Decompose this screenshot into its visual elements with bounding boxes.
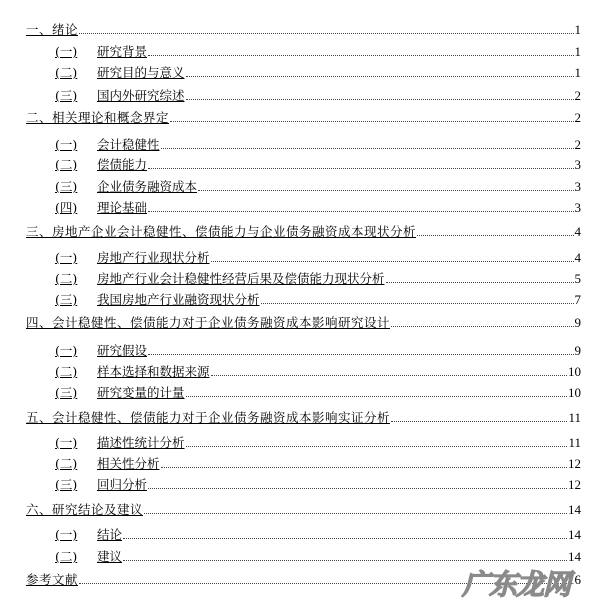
- toc-entry-number: (一): [55, 250, 78, 265]
- toc-entry-title[interactable]: 研究目的与意义: [97, 65, 185, 80]
- dot-leader: [417, 235, 573, 236]
- toc-entry[interactable]: [55, 88, 581, 104]
- dot-leader: [186, 76, 574, 77]
- toc-entry-title[interactable]: 样本选择和数据来源: [97, 364, 210, 379]
- dot-leader: [391, 326, 573, 327]
- toc-entry-title[interactable]: 偿债能力: [97, 157, 148, 172]
- toc-entry-page: 3: [574, 157, 581, 172]
- toc-entry-page: 12: [568, 477, 581, 492]
- toc-entry-title[interactable]: 国内外研究综述: [97, 88, 185, 103]
- toc-entry-page: 10: [568, 364, 581, 379]
- toc-entry-page: 2: [574, 137, 581, 152]
- toc-entry-number: (二): [55, 456, 78, 471]
- dot-leader: [148, 354, 573, 355]
- toc-entry[interactable]: [55, 44, 581, 60]
- toc-entry[interactable]: [55, 456, 581, 472]
- toc-entry-page: 1: [574, 65, 581, 80]
- dot-leader: [386, 282, 574, 283]
- toc-entry[interactable]: [55, 250, 581, 266]
- toc-entry[interactable]: [55, 477, 581, 493]
- toc-entry[interactable]: [55, 137, 581, 153]
- toc-entry-title[interactable]: 研究变量的计量: [97, 385, 185, 400]
- toc-entry[interactable]: [55, 385, 581, 401]
- dot-leader: [148, 55, 573, 56]
- dot-leader: [211, 261, 574, 262]
- toc-entry-number: (三): [55, 179, 78, 194]
- toc-entry[interactable]: [26, 110, 581, 126]
- toc-entry-title[interactable]: 企业债务融资成本: [97, 179, 198, 194]
- toc-entry-number: (三): [55, 385, 78, 400]
- toc-entry-title[interactable]: 我国房地产行业融资现状分析: [97, 292, 260, 307]
- toc-entry[interactable]: [55, 65, 581, 81]
- toc-entry-title[interactable]: 结论: [97, 527, 123, 542]
- toc-entry-number: (二): [55, 65, 78, 80]
- toc-entry[interactable]: [55, 435, 581, 451]
- toc-entry-page: 4: [574, 250, 581, 265]
- toc-entry-number: (二): [55, 271, 78, 286]
- toc-entry-title[interactable]: 六、研究结论及建议: [26, 502, 144, 517]
- toc-entry[interactable]: [55, 157, 581, 173]
- toc-entry-number: (三): [55, 88, 78, 103]
- toc-entry-title[interactable]: 五、会计稳健性、偿债能力对于企业债务融资成本影响实证分析: [26, 410, 391, 425]
- toc-entry-number: (一): [55, 343, 78, 358]
- toc-entry-page: 14: [568, 549, 581, 564]
- toc-entry-page: 1: [574, 22, 581, 37]
- toc-entry-title[interactable]: 一、绪论: [26, 22, 79, 37]
- toc-entry[interactable]: [26, 410, 581, 426]
- toc-entry-page: 14: [568, 502, 581, 517]
- toc-entry-number: (二): [55, 549, 78, 564]
- toc-entry-number: (一): [55, 435, 78, 450]
- dot-leader: [148, 488, 567, 489]
- toc-entry-page: 4: [574, 224, 581, 239]
- toc-entry-title[interactable]: 理论基础: [97, 200, 148, 215]
- dot-leader: [198, 190, 573, 191]
- watermark-logo: 广东龙网: [462, 568, 571, 601]
- toc-entry-number: (一): [55, 44, 78, 59]
- toc-entry[interactable]: [55, 200, 581, 216]
- toc-entry-title[interactable]: 房地产行业会计稳健性经营后果及偿债能力现状分析: [97, 271, 385, 286]
- dot-leader: [211, 375, 567, 376]
- toc-entry[interactable]: [26, 22, 581, 38]
- toc-entry-number: (二): [55, 364, 78, 379]
- dot-leader: [261, 303, 574, 304]
- toc-entry-page: 9: [574, 343, 581, 358]
- toc-entry[interactable]: [55, 271, 581, 287]
- toc-entry-title[interactable]: 四、会计稳健性、偿债能力对于企业债务融资成本影响研究设计: [26, 315, 391, 330]
- dot-leader: [123, 560, 567, 561]
- toc-entry-title[interactable]: 描述性统计分析: [97, 435, 185, 450]
- dot-leader: [144, 513, 567, 514]
- dot-leader: [161, 467, 567, 468]
- toc-entry[interactable]: [55, 364, 581, 380]
- toc-entry-page: 5: [574, 271, 581, 286]
- dot-leader: [79, 33, 573, 34]
- toc-entry-number: (三): [55, 292, 78, 307]
- toc-entry-title[interactable]: 建议: [97, 549, 123, 564]
- toc-entry-page: 11: [568, 435, 581, 450]
- toc-entry[interactable]: [26, 502, 581, 518]
- toc-entry-page: 9: [574, 315, 581, 330]
- toc-entry[interactable]: [55, 292, 581, 308]
- toc-entry-title[interactable]: 三、房地产企业会计稳健性、偿债能力与企业债务融资成本现状分析: [26, 224, 417, 239]
- toc-entry-page: 1: [574, 44, 581, 59]
- dot-leader: [170, 121, 573, 122]
- toc-entry-page: 10: [568, 385, 581, 400]
- toc-entry-title[interactable]: 研究假设: [97, 343, 148, 358]
- toc-entry[interactable]: [55, 343, 581, 359]
- toc-entry-page: 14: [568, 527, 581, 542]
- toc-entry-title[interactable]: 回归分析: [97, 477, 148, 492]
- toc-entry-number: (二): [55, 157, 78, 172]
- dot-leader: [148, 211, 573, 212]
- dot-leader: [391, 421, 567, 422]
- toc-entry-title[interactable]: 会计稳健性: [97, 137, 160, 152]
- toc-entry-number: (一): [55, 137, 78, 152]
- toc-entry-page: 3: [574, 200, 581, 215]
- dot-leader: [186, 446, 568, 447]
- toc-entry-number: (一): [55, 527, 78, 542]
- toc-entry-number: (三): [55, 477, 78, 492]
- toc-entry-page: 12: [568, 456, 581, 471]
- toc-entry-title[interactable]: 二、相关理论和概念界定: [26, 110, 170, 125]
- dot-leader: [186, 99, 574, 100]
- toc-entry-title[interactable]: 相关性分析: [97, 456, 160, 471]
- toc-entry-page: 2: [574, 88, 581, 103]
- toc-entry-page: 3: [574, 179, 581, 194]
- toc-entry-page: 7: [574, 292, 581, 307]
- toc-entry[interactable]: [26, 315, 581, 331]
- toc-entry-title[interactable]: 研究背景: [97, 44, 148, 59]
- toc-entry[interactable]: [55, 179, 581, 195]
- toc-entry-title[interactable]: 房地产行业现状分析: [97, 250, 210, 265]
- toc-entry-page: 2: [574, 110, 581, 125]
- toc-entry-number: (四): [55, 200, 78, 215]
- toc-entry[interactable]: [26, 224, 581, 240]
- dot-leader: [148, 168, 573, 169]
- toc-entry-page: 16: [568, 572, 581, 587]
- dot-leader: [186, 396, 567, 397]
- toc-entry[interactable]: [55, 527, 581, 543]
- dot-leader: [161, 148, 574, 149]
- dot-leader: [123, 538, 567, 539]
- toc-entry-title[interactable]: 参考文献: [26, 572, 79, 587]
- toc-entry-page: 11: [568, 410, 581, 425]
